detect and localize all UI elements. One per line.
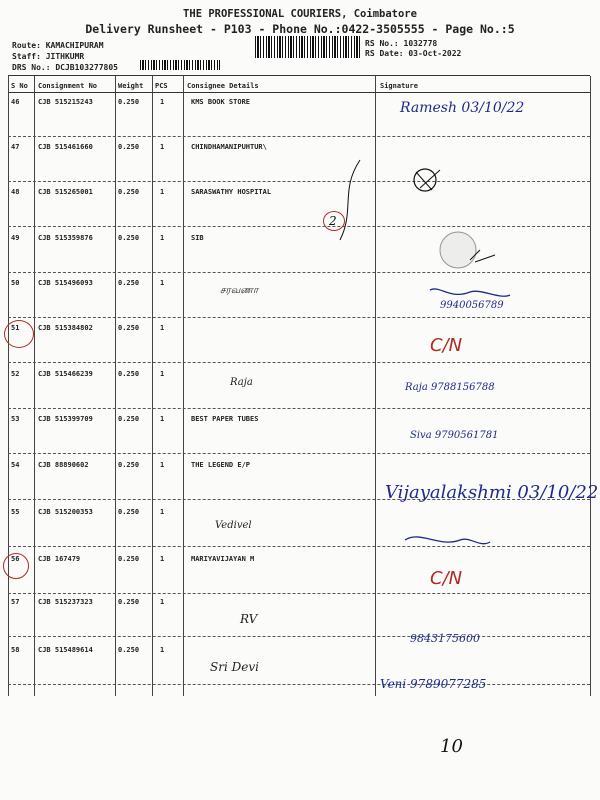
handwritten-note: Vedivel (215, 520, 252, 531)
handwritten-note: RV (240, 612, 258, 626)
row-consignee: SIB (191, 234, 204, 242)
row-sno: 50 (11, 279, 20, 287)
col-header-pcs: PCS (155, 82, 168, 90)
row-sno: 55 (11, 508, 20, 516)
row-sno: 57 (11, 598, 20, 606)
row-cn: CJB 515489614 (38, 646, 93, 654)
row-consignee: MARIYAVIJAYAN M (191, 555, 255, 563)
col-header-sno: S No (11, 82, 28, 90)
row-cn: CJB 515265001 (38, 188, 93, 196)
row-consignee: CHINDHAMANIPUHTUR\ (191, 143, 267, 151)
row-cn: CJB 515496093 (38, 279, 93, 287)
row-weight: 0.250 (118, 508, 140, 516)
signature: Ramesh 03/10/22 (400, 100, 525, 116)
row-weight: 0.250 (118, 555, 140, 563)
drs-number: DRS No.: DCJB103277805 (12, 63, 118, 72)
signature: Raja 9788156788 (405, 382, 495, 393)
row-cn: CJB 515215243 (38, 98, 93, 106)
route-label: Route: KAMACHIPURAM (12, 41, 104, 50)
handwritten-note: Raja (230, 377, 253, 388)
row-weight: 0.250 (118, 415, 140, 423)
row-cn: CJB 515359876 (38, 234, 93, 242)
col-header-consignee: Consignee Details (187, 82, 259, 90)
row-weight: 0.250 (118, 98, 140, 106)
row-pcs: 1 (160, 415, 165, 423)
rs-number: RS No.: 1032778 (365, 39, 438, 48)
row-sno: 46 (11, 98, 20, 106)
row-weight: 0.250 (118, 598, 140, 606)
row-consignee: KMS BOOK STORE (191, 98, 251, 106)
circled-number: 2 (323, 211, 345, 231)
row-pcs: 1 (160, 143, 165, 151)
row-weight: 0.250 (118, 370, 140, 378)
row-sno: 49 (11, 234, 20, 242)
row-pcs: 1 (160, 598, 165, 606)
signature: Veni 9789077285 (380, 677, 487, 691)
row-pcs: 1 (160, 461, 165, 469)
row-consignee: SARASWATHY HOSPITAL (191, 188, 272, 196)
row-sno: 51 (11, 324, 20, 332)
row-pcs: 1 (160, 646, 165, 654)
row-cn: CJB 515461660 (38, 143, 93, 151)
signature: Siva 9790561781 (410, 430, 499, 441)
page-mark: 10 (440, 736, 463, 757)
col-header-consignment: Consignment No (38, 82, 98, 90)
col-header-signature: Signature (380, 82, 418, 90)
row-pcs: 1 (160, 279, 165, 287)
row-pcs: 1 (160, 188, 165, 196)
signature: Vijayalakshmi 03/10/22 (385, 482, 599, 503)
row-consignee: THE LEGEND E/P (191, 461, 251, 469)
row-pcs: 1 (160, 508, 165, 516)
signature: C/N (430, 335, 463, 356)
row-pcs: 1 (160, 324, 165, 332)
row-weight: 0.250 (118, 324, 140, 332)
row-pcs: 1 (160, 555, 165, 563)
row-sno: 56 (11, 555, 20, 563)
row-weight: 0.250 (118, 143, 140, 151)
row-sno: 52 (11, 370, 20, 378)
row-consignee: BEST PAPER TUBES (191, 415, 259, 423)
row-weight: 0.250 (118, 279, 140, 287)
row-cn: CJB 515200353 (38, 508, 93, 516)
row-weight: 0.250 (118, 646, 140, 654)
row-cn: CJB 515384802 (38, 324, 93, 332)
row-cn: CJB 515399709 (38, 415, 93, 423)
row-weight: 0.250 (118, 188, 140, 196)
signature: 9843175600 (410, 632, 480, 645)
col-header-weight: Weight (118, 82, 144, 90)
row-cn: CJB 515237323 (38, 598, 93, 606)
handwritten-note: Sri Devi (210, 660, 259, 674)
rs-date: RS Date: 03-Oct-2022 (365, 49, 462, 58)
row-sno: 58 (11, 646, 20, 654)
handwritten-note: சரவணா (220, 285, 259, 296)
row-cn: CJB 167479 (38, 555, 81, 563)
row-sno: 48 (11, 188, 20, 196)
row-pcs: 1 (160, 234, 165, 242)
company-title: THE PROFESSIONAL COURIERS, Coimbatore (183, 8, 417, 20)
row-cn: CJB 88890602 (38, 461, 89, 469)
signature: C/N (430, 568, 463, 589)
row-sno: 54 (11, 461, 20, 469)
row-pcs: 1 (160, 370, 165, 378)
row-sno: 47 (11, 143, 20, 151)
row-cn: CJB 515466239 (38, 370, 93, 378)
row-weight: 0.250 (118, 461, 140, 469)
signature: 9940056789 (440, 300, 504, 311)
staff-label: Staff: JITHKUMR (12, 52, 85, 61)
runsheet-subtitle: Delivery Runsheet - P103 - Phone No.:0422-3505555 - Page No.:5 (85, 22, 515, 36)
row-weight: 0.250 (118, 234, 140, 242)
row-pcs: 1 (160, 98, 165, 106)
row-sno: 53 (11, 415, 20, 423)
